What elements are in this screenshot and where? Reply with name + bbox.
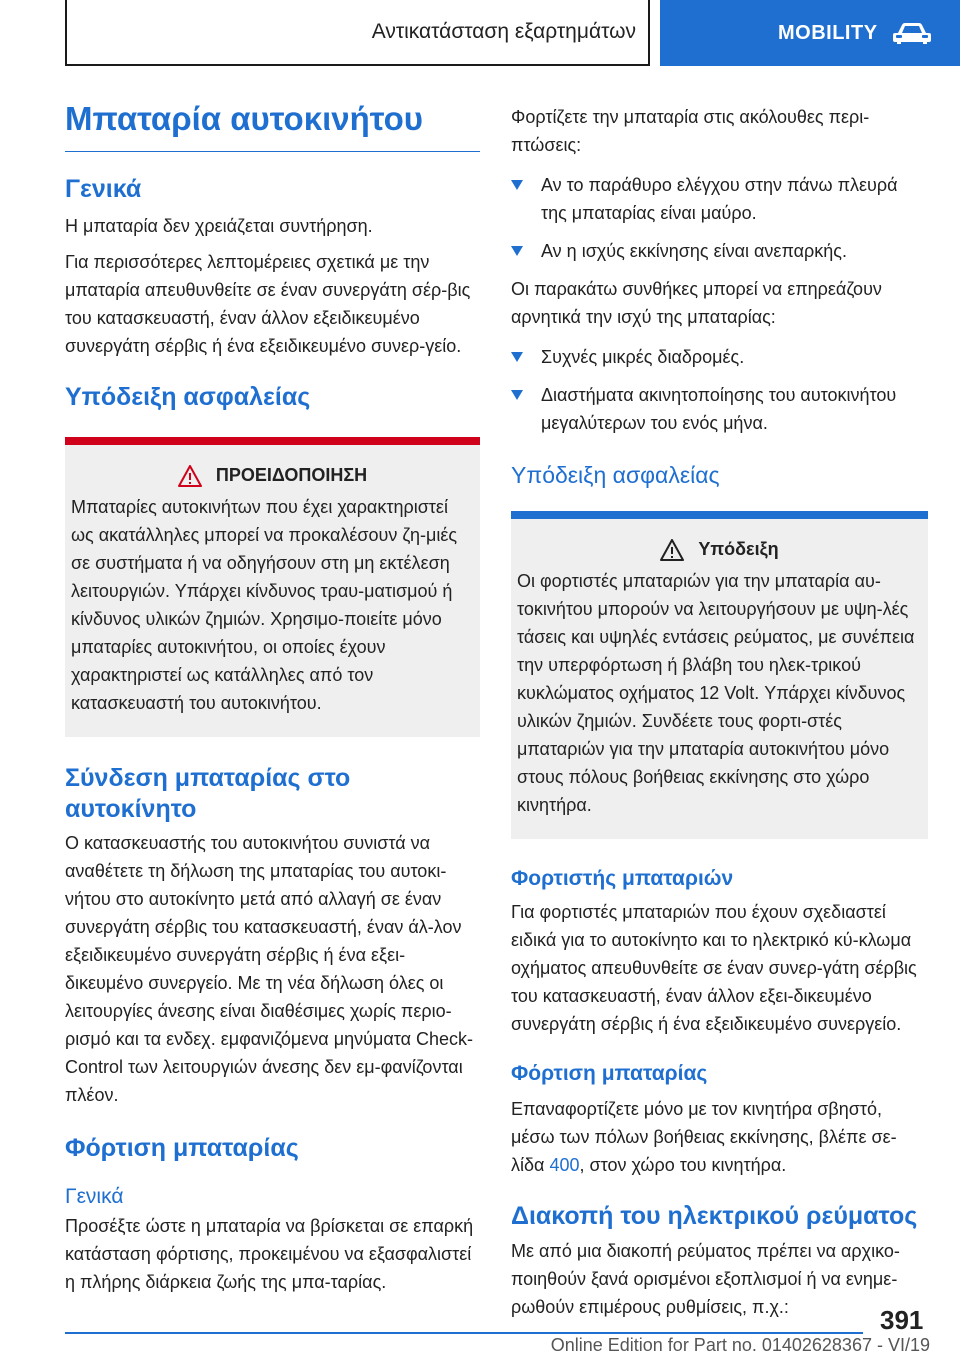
bullet-triangle-icon [511, 246, 523, 256]
footer-edition: Online Edition for Part no. 01402628367 - VI/19 [550, 1335, 930, 1355]
header-rule-right [648, 0, 650, 66]
warning-text: Μπαταρίες αυτοκινήτων που έχει χαρακτηριστεί ως ακατάλληλες μπορεί να προκαλέσουν ζη-μιές σε συστήματα ή να οδηγήσουν στη μη εκτέλεση λειτουργιών. Υπάρχει κίνδυνος τραυ-ματισμού ή κίνδυνος υλικών ζημιών. Χρησιμο-ποιείτε μόνο μπαταρίες αυτοκινήτου, οι οποίες έχουν χαρακτηριστεί ως κατάλληλες από τον κατασκευαστή του αυτοκινήτου. [71, 496, 458, 713]
charging-text-right: Επαναφορτίζετε μόνο με τον κινητήρα σβηστό, μέσω των πόλων βοήθειας εκκίνησης, βλέπε σε-λίδα 400, στον χώρο του κινητήρα. [511, 1099, 897, 1176]
interruption-heading: Διακοπή του ηλεκτρικού ρεύματος [511, 1202, 918, 1231]
bullet-triangle-icon [511, 180, 523, 190]
note-text: Οι φορτιστές μπαταριών για την μπαταρία αυ-τοκινήτου μπορούν να λειτουργήσουν με υψη-λές τάσεις και υψηλές εντάσεις ρεύματος, με συνέπεια την υπερφόρτωση ή βλάβη του ηλεκ-τρικού κυκλώματος οχήματος 12 Volt. Υπάρχει κίνδυνος υλικών ζημιών. Συνδέετε τους φορτι-στές μπαταριών για την μπαταρία αυτοκινήτου μόνο στους πόλους βοήθειας εκκίνησης στο χώρο κινητήρα. [517, 570, 915, 815]
header-section-title: Αντικατάσταση εξαρτημάτων [371, 20, 636, 43]
car-icon [892, 21, 932, 45]
header-chapter-label: MOBILITY [778, 21, 878, 44]
header-rule-bottom [65, 64, 650, 66]
warning-title: ΠΡΟΕΙΔΟΠΟΙΗΣΗ [215, 465, 368, 486]
warning-triangle-icon [178, 465, 202, 487]
chargers-text: Για φορτιστές μπαταριών που έχουν σχεδιαστεί ειδικά για το αυτοκίνητο και το ηλεκτρικό κύ-κλωμα οχήματος απευθυνθείτε σε έναν συνερ-γάτη σέρβις του κατασκευαστή, έναν άλλον εξει-δικευμένο συνεργάτη σέρβις ή ένα εξειδικευμένο συνεργείο. [511, 902, 917, 1035]
bullet-triangle-icon [511, 390, 523, 400]
interruption-text: Με από μια διακοπή ρεύματος πρέπει να αρχικο-ποιηθούν ξανά ορισμένοι εξοπλισμοί ή να ενημε-ρωθούν επιμέρους ρυθμίσεις, π.χ.: [511, 1240, 900, 1317]
safety-heading-left: Υπόδειξη ασφαλείας [65, 382, 311, 411]
page-title: Μπαταρία αυτοκινήτου [65, 90, 480, 152]
bullet-triangle-icon [511, 352, 523, 362]
list-item: Διαστήματα ακινητοποίησης του αυτοκινήτου μεγαλύτερων του ενός μήνα. [511, 381, 928, 437]
charging-text-left: Προσέξτε ώστε η μπαταρία να βρίσκεται σε επαρκή κατάσταση φόρτισης, προκειμένου να εξασφαλιστεί η πλήρης διάρκεια ζωής της μπα-ταρίας. [65, 1215, 474, 1292]
page-link-400[interactable]: 400 [549, 1155, 580, 1176]
conditions-intro: Οι παρακάτω συνθήκες μπορεί να επηρεάζουν αρνητικά την ισχύ της μπαταρίας: [511, 279, 882, 327]
note-box [511, 511, 928, 839]
list-item: Αν το παράθυρο ελέγχου στην πάνω πλευρά της μπαταρίας είναι μαύρο. [511, 171, 928, 227]
charging-heading-right: Φόρτιση μπαταρίας [511, 1062, 708, 1086]
note-triangle-icon [660, 539, 684, 561]
note-bar [511, 511, 928, 519]
connect-text: Ο κατασκευαστής του αυτοκινήτου συνιστά να αναθέτετε τη δήλωση της μπαταρίας του αυτοκι-νήτου στο αυτοκίνητο μετά από αλλαγή σε έναν συνεργάτη σέρβις του κατασκευαστή, έναν άλ-λον εξειδικευμένο συνεργάτη σέρβις ή ένα εξει-δικευμένο συνεργείο. Με τη νέα δήλωση όλες οι λειτουργίες άνεσης είναι διαθέσιμες χωρίς περιο-ρισμό και τα ενδεχ. εμφανιζόμενα μηνύματα Check-Control των λειτουργιών άνεσης δεν εμ-φανίζονται πλέον. [65, 833, 473, 1106]
right-column [511, 103, 928, 1321]
footer-rule [65, 1332, 863, 1334]
warning-bar [65, 437, 480, 445]
header-chapter-tab[interactable] [660, 0, 960, 66]
charging-heading-left: Φόρτιση μπαταρίας [65, 1134, 299, 1163]
charging-general-heading: Γενικά [65, 1184, 124, 1208]
chargers-heading: Φορτιστής μπαταριών [511, 866, 734, 890]
note-title: Υπόδειξη [698, 539, 779, 560]
left-column [65, 90, 480, 1296]
general-paragraph-2: Για περισσότερες λεπτομέρειες σχετικά με την μπαταρία απευθυνθείτε σε έναν συνεργάτη σέρ-βις του κατασκευαστή, έναν άλλον εξειδικευμένο συνεργάτη σέρβις ή ένα εξειδικευμένο συνερ-γείο. [65, 251, 471, 356]
page-number: 391 [880, 1305, 924, 1335]
warning-box [65, 437, 480, 737]
list-item: Αν η ισχύς εκκίνησης είναι ανεπαρκής. [511, 237, 928, 265]
general-paragraph-1: Η μπαταρία δεν χρειάζεται συντήρηση. [65, 215, 373, 236]
charge-cases-list [511, 171, 928, 265]
connect-heading: Σύνδεση μπαταρίας στο αυτοκίνητο [65, 763, 351, 823]
general-heading: Γενικά [65, 175, 142, 204]
list-item: Συχνές μικρές διαδρομές. [511, 343, 928, 371]
charge-cases-intro: Φορτίζετε την μπαταρία στις ακόλουθες περι-πτώσεις: [511, 107, 870, 155]
safety-heading-right: Υπόδειξη ασφαλείας [511, 462, 720, 488]
conditions-list [511, 343, 928, 437]
